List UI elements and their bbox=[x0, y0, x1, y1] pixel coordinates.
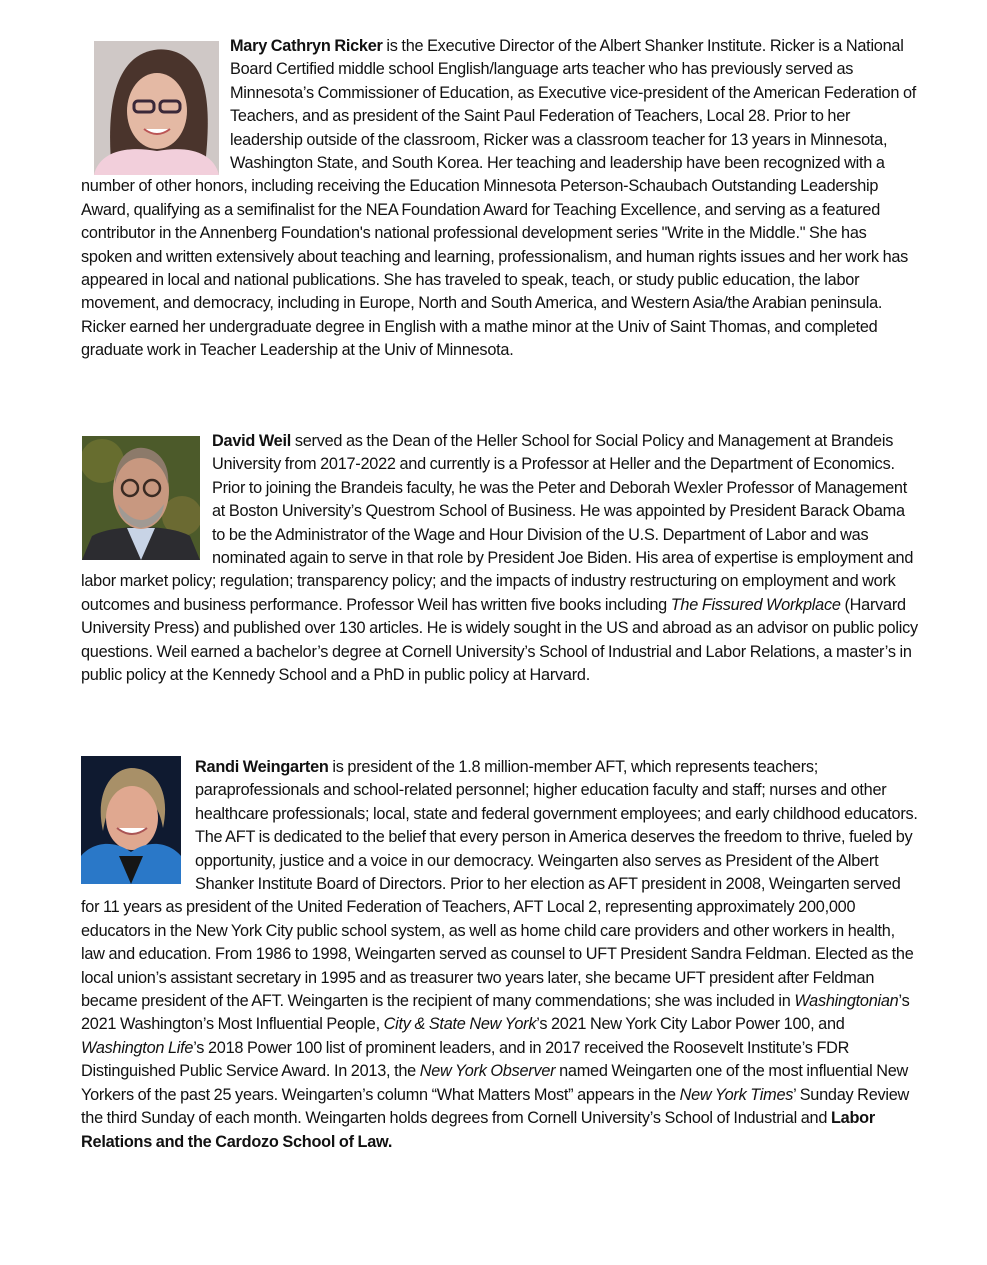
italic-title: City & State New York bbox=[383, 1015, 537, 1034]
bio-mary-cathryn-ricker bbox=[81, 35, 921, 363]
bio-text-segment: ’s 2021 Washington’s Most Influential People, bbox=[81, 992, 910, 1034]
bio-text-segment: ’s 2018 Power 100 list of prominent leaders, and in 2017 received the Roosevelt Institute’s FDR Distinguished Public Service Award. In 2013, the bbox=[81, 1038, 850, 1081]
photo-randi-weingarten bbox=[81, 756, 181, 884]
italic-title: Washingtonian bbox=[794, 992, 899, 1011]
bio-text-segment: named Weingarten one of the most influential New Yorkers of the past 25 years. Weingarten’s column “What Matters Most” appears in the bbox=[81, 1062, 909, 1104]
person-name: Mary Cathryn Ricker bbox=[230, 37, 383, 55]
italic-title: The Fissured Workplace bbox=[670, 595, 841, 614]
bio-text-segment: served as the Dean of the Heller School for Social Policy and Management at Brandeis University from 2017-2022 and currently is a Professor at Heller and the Department of Economics. Prior to joining the Brandeis faculty, he was the Peter and Deborah Wexler Professor of Management at Boston University’s Questrom School of Business. He was appointed by President Barack Obama to be the Administrator of the Wage and Hour Division of the U.S. Department of Labor and was nominated again to serve in that role by President Joe Biden. His area of expertise is employment and labor market policy; regulation; transparency policy; and the impacts of industry restructuring on employment and work outcomes and business performance. Professor Weil has written five books including bbox=[81, 432, 914, 614]
bio-text-segment: (Harvard University Press) and published over 130 articles. He is widely sought in the US and abroad as an advisor on public policy questions. Weil earned a bachelor’s degree at Cornell University’s School of Industrial and Labor Relations, a master’s in public policy at the Kennedy School and a PhD in public policy at Harvard. bbox=[81, 595, 918, 685]
bio-text-segment: ’s 2021 New York City Labor Power 100, and bbox=[536, 1015, 845, 1034]
bio-text-segment: is president of the 1.8 million-member AFT, which represents teachers; paraprofessionals and school-related personnel; higher education faculty and staff; nurses and other healthcare professionals; local, state and federal government employees; and early childhood educators. The AFT is dedicated to the belief that every person in America deserves the freedom to thrive, fueled by opportunity, justice and a voice in our democracy. Weingarten also serves as President of the Albert Shanker Institute Board of Directors. Prior to her election as AFT president in 2008, Weingarten served for 11 years as president of the United Federation of Teachers, AFT Local 2, representing approximately 200,000 educators in the New York City public school system, as well as home child care providers and other workers in health, law and education. From 1986 to 1998, Weingarten served as counsel to UFT President Sandra Feldman. Elected as the local union’s assistant secretary in 1995 and as treasurer two years later, she became UFT president after Feldman became president of the AFT. Weingarten is the recipient of many commendations; she was included in bbox=[81, 758, 918, 1011]
person-name: David Weil bbox=[212, 432, 292, 450]
bio-text bbox=[81, 756, 921, 1154]
italic-title: Washington Life bbox=[81, 1038, 194, 1057]
bio-text-segment: is the Executive Director of the Albert Shanker Institute. Ricker is a National Board Certified middle school English/language arts teacher who has previously served as Minnesota’s Commissioner of Education, as Executive vice-president of the American Federation of Teachers, and as president of the Saint Paul Federation of Teachers, Local 28. Prior to her leadership outside of the classroom, Ricker was a classroom teacher for 13 years in Minnesota, Washington State, and South Korea. Her teaching and leadership have been recognized with a number of other honors, including receiving the Education Minnesota Peterson-Schaubach Outstanding Leadership Award, qualifying as a semifinalist for the NEA Foundation Award for Teaching Excellence, and serving as a featured contributor in the Annenberg Foundation's national professional development series "Write in the Middle." She has spoken and written extensively about teaching and learning, professionalism, and human rights issues and her work has appeared in local and national publications. She has traveled to speak, teach, or study public education, the labor movement, and democracy, including in Europe, North and South America, and Western Asia/the Arabian peninsula. Ricker earned her undergraduate degree in English with a mathe minor at the Univ of Saint Thomas, and completed graduate work in Teacher Leadership at the Univ of Minnesota. bbox=[81, 37, 917, 360]
italic-title: New York Times bbox=[679, 1085, 794, 1104]
bio-text-segment: ’ Sunday Review the third Sunday of each month. Weingarten holds degrees from Cornell University’s School of Industrial and bbox=[81, 1085, 910, 1128]
bio-randi-weingarten bbox=[81, 756, 921, 1154]
person-name: Randi Weingarten bbox=[195, 758, 329, 776]
bio-david-weil bbox=[81, 430, 921, 687]
italic-title: New York Observer bbox=[419, 1062, 556, 1081]
photo-david-weil bbox=[82, 436, 200, 560]
bold-text: Labor Relations and the Cardozo School of Law. bbox=[81, 1109, 875, 1151]
photo-mary-cathryn-ricker bbox=[94, 41, 219, 175]
bio-text bbox=[81, 430, 921, 687]
